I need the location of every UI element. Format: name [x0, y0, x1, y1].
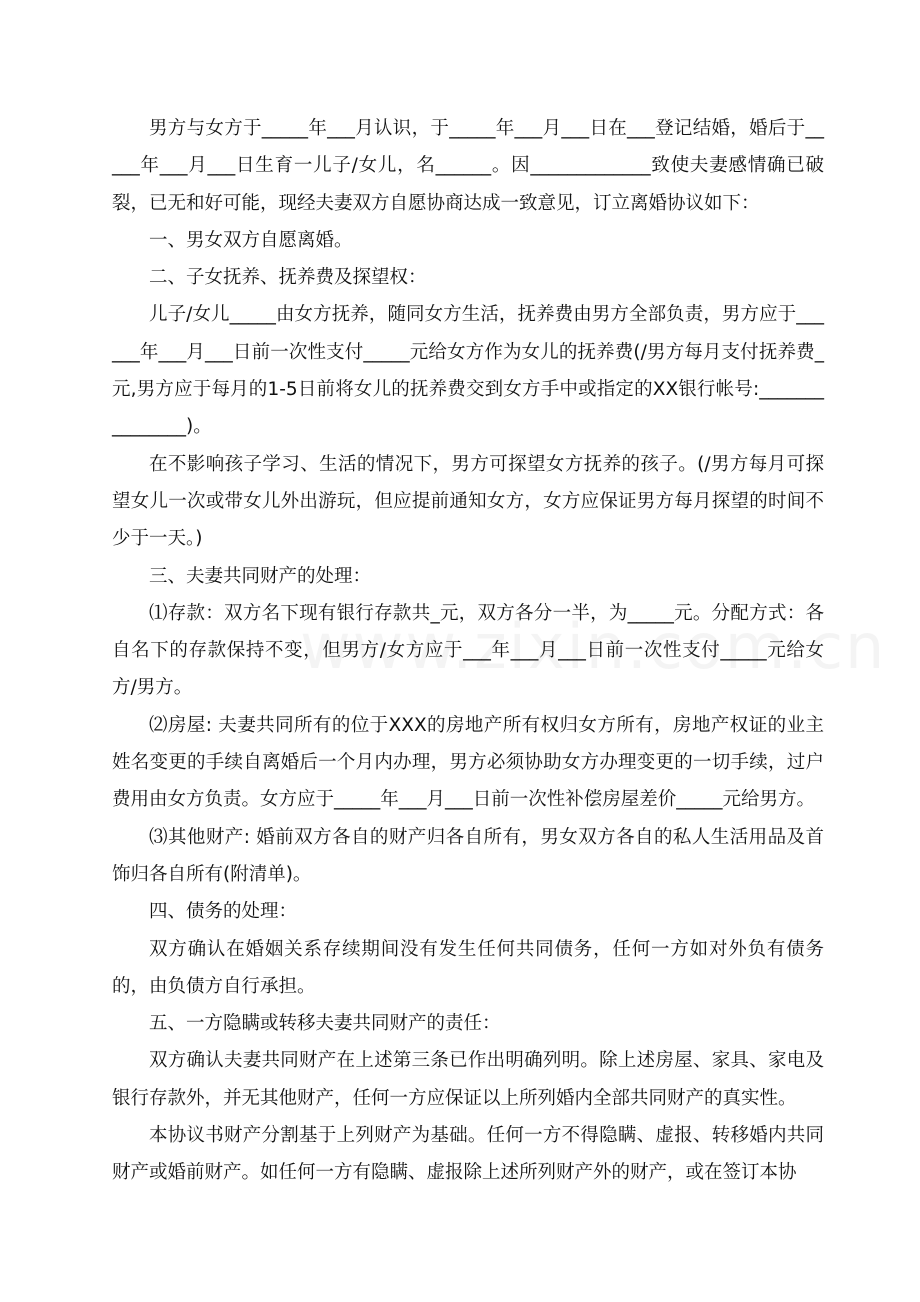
property-division-paragraph: 本协议书财产分割基于上列财产为基础。任何一方不得隐瞒、虚报、转移婚内共同财产或婚前财产。如任何一方有隐瞒、虚报除上述所列财产外的财产，或在签订本协: [112, 1125, 824, 1184]
housing-paragraph: ⑵房屋: 夫妻共同所有的位于XXX的房地产所有权归女方所有，房地产权证的业主姓名变更的手续自离婚后一个月内办理，男方必须协助女方办理变更的一切手续，过户费用由女方负责。女方应于_____年___月___日前一次性补偿房屋差价_____元给男方。: [112, 714, 824, 811]
debt-paragraph: 双方确认在婚姻关系存续期间没有发生任何共同债务，任何一方如对外负有债务的，由负债方自行承担。: [112, 938, 824, 997]
clause-2-heading: 二、子女抚养、抚养费及探望权：: [149, 267, 427, 289]
clause-1-heading: 一、男女双方自愿离婚。: [149, 229, 353, 251]
agreement-body: [112, 110, 824, 1192]
clause-5-heading: 五、一方隐瞒或转移夫妻共同财产的责任：: [149, 1013, 501, 1035]
visitation-paragraph: 在不影响孩子学习、生活的情况下，男方可探望女方抚养的孩子。(/男方每月可探望女儿一次或带女儿外出游玩，但应提前通知女方，女方应保证男方每月探望的时间不少于一天。): [112, 453, 824, 550]
other-property-paragraph: ⑶其他财产: 婚前双方各自的财产归各自所有，男女双方各自的私人生活用品及首饰归各自所有(附清单)。: [112, 826, 824, 885]
property-confirmation-paragraph: 双方确认夫妻共同财产在上述第三条已作出明确列明。除上述房屋、家具、家电及银行存款外，并无其他财产，任何一方应保证以上所列婚内全部共同财产的真实性。: [112, 1050, 824, 1109]
clause-4-heading: 四、债务的处理：: [149, 901, 298, 923]
savings-paragraph: ⑴存款：双方名下现有银行存款共_元，双方各分一半，为_____元。分配方式：各自名下的存款保持不变，但男方/女方应于___年___月___日前一次性支付_____元给女方/男方。: [112, 602, 824, 699]
clause-3-heading: 三、夫妻共同财产的处理：: [149, 565, 372, 587]
intro-paragraph: 男方与女方于_____年___月认识，于_____年___月___日在___登记结婚，婚后于_____年___月___日生育一儿子/女儿，名______。因_____________致使夫妻感情确已破裂，已无和好可能，现经夫妻双方自愿协商达成一致意见，订立离婚协议如下：: [112, 118, 824, 214]
child-custody-paragraph: 儿子/女儿_____由女方抚养，随同女方生活，抚养费由男方全部负责，男方应于______年___月___日前一次性支付_____元给女方作为女儿的抚养费(/男方每月支付抚养费_元,男方应于每月的1-5日前将女儿的抚养费交到女方手中或指定的XX银行帐号:_______________)。: [112, 304, 824, 438]
